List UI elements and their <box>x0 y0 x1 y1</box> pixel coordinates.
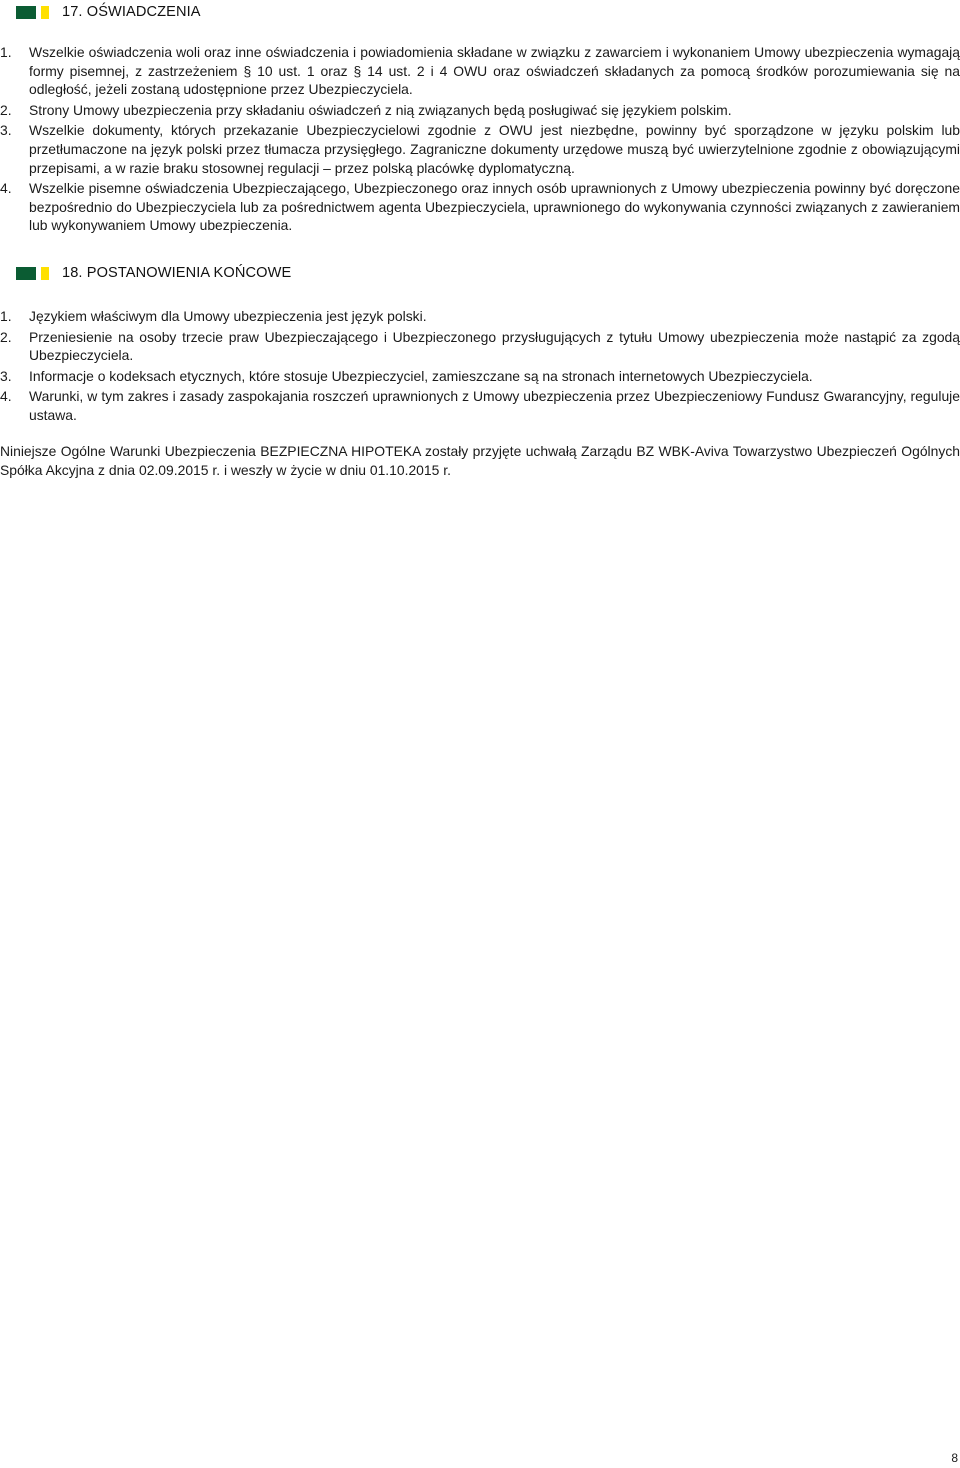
list-item <box>0 387 960 424</box>
green-square-marker <box>16 267 36 280</box>
item-number: 1. <box>0 308 12 324</box>
section-17-list <box>0 43 960 237</box>
item-number: 2. <box>0 328 12 345</box>
list-item <box>0 179 960 235</box>
yellow-square-marker <box>41 6 49 19</box>
section-18-list <box>0 307 960 427</box>
section-18-title: 18. POSTANOWIENIA KOŃCOWE <box>62 264 292 281</box>
list-item <box>0 121 960 177</box>
section-17-title: 17. OŚWIADCZENIA <box>62 3 201 20</box>
item-text: Informacje o kodeksach etycznych, które stosuje Ubezpieczyciel, zamieszczane są na stronach internetowych Ubezpieczyciela. <box>29 367 813 384</box>
item-text: Warunki, w tym zakres i zasady zaspokajania roszczeń uprawnionych z Umowy ubezpieczenia przez Ubezpieczeniowy Fundusz Gwarancyjny, reguluje ustawa. <box>29 388 960 423</box>
item-text: Wszelkie pisemne oświadczenia Ubezpieczającego, Ubezpieczonego oraz innych osób uprawnionych z Umowy ubezpieczenia powinny być doręczone bezpośrednio do Ubezpieczyciela lub za pośrednictwem agenta Ubezpieczyciela, uprawnionego do wykonywania czynności związanych z zawieraniem lub wykonywaniem Umowy ubezpieczenia. <box>29 180 960 234</box>
yellow-square-marker <box>41 267 49 280</box>
item-number: 4. <box>0 388 12 405</box>
item-text: Wszelkie dokumenty, których przekazanie Ubezpieczycielowi zgodnie z OWU jest niezbędne, powinny być sporządzone w języku polskim lub przetłumaczone na język polski przez tłumacza przysięgłego. Zagraniczne dokumenty urzędowe muszą być uwierzytelnione zgodnie z obowiązującymi przepisami, a w razie braku stosownej regulacji – przez polską placówkę dyplomatyczną. <box>29 122 960 176</box>
section-17-header <box>16 3 201 21</box>
item-number: 1. <box>0 44 12 60</box>
closing-statement: Niniejsze Ogólne Warunki Ubezpieczenia BEZPIECZNA HIPOTEKA zostały przyjęte uchwałą Zarządu BZ WBK-Aviva Towarzystwo Ubezpieczeń Ogólnych Spółka Akcyjna z dnia 02.09.2015 r. i weszły w życie w dniu 01.10.2015 r. <box>0 443 960 478</box>
item-text: Strony Umowy ubezpieczenia przy składaniu oświadczeń z nią związanych będą posługiwać się językiem polskim. <box>29 101 732 118</box>
item-number: 2. <box>0 101 12 118</box>
item-number: 4. <box>0 180 12 197</box>
list-item <box>0 101 960 120</box>
item-text: Przeniesienie na osoby trzecie praw Ubezpieczającego i Ubezpieczonego przysługujących z tytułu Umowy ubezpieczenia może nastąpić za zgodą Ubezpieczyciela. <box>29 328 960 364</box>
list-item <box>0 328 960 365</box>
page-number: 8 <box>951 1451 958 1465</box>
list-item <box>0 367 960 386</box>
list-item <box>0 307 960 326</box>
section-18-header <box>16 264 291 282</box>
item-number: 3. <box>0 122 12 139</box>
list-item <box>0 43 960 99</box>
item-text: Wszelkie oświadczenia woli oraz inne oświadczenia i powiadomienia składane w związku z zawarciem i wykonaniem Umowy ubezpieczenia wymagają formy pisemnej, z zastrzeżeniem § 10 ust. 1 oraz § 14 ust. 2 i 4 OWU oraz oświadczeń składanych za pomocą środków porozumiewania się na odległość, jeżeli zostaną udostępnione przez Ubezpieczyciela. <box>29 44 960 98</box>
item-number: 3. <box>0 367 12 384</box>
green-square-marker <box>16 6 36 19</box>
item-text: Językiem właściwym dla Umowy ubezpieczenia jest język polski. <box>29 308 427 324</box>
